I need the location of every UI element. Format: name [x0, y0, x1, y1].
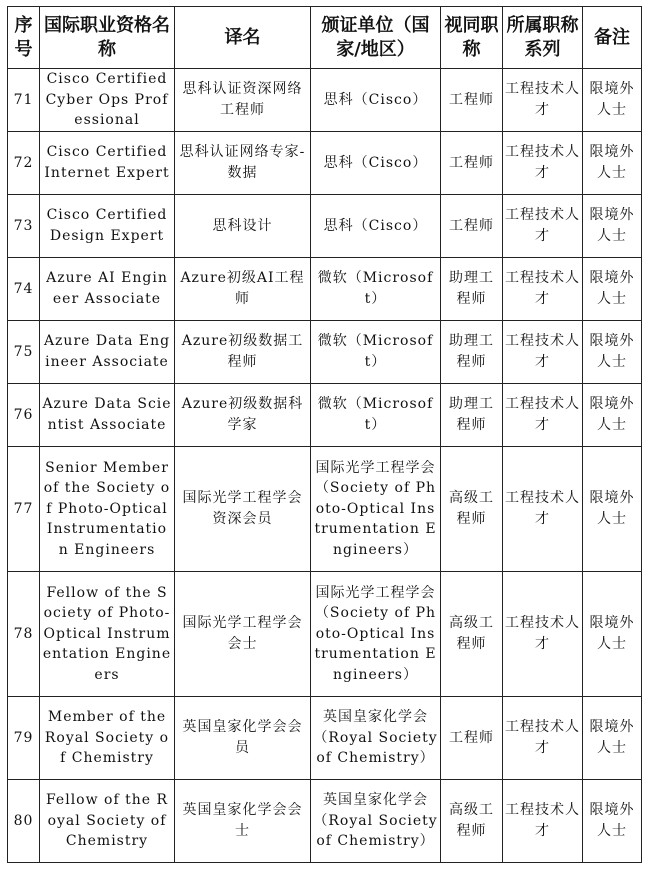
table-row — [8, 780, 642, 863]
cell-equivalent: 高级工程师 — [441, 572, 503, 697]
cell-translation: 英国皇家化学会会士 — [175, 780, 311, 863]
cell-name: Azure AI Engineer Associate — [40, 258, 175, 321]
table-row — [8, 321, 642, 384]
cell-series: 工程技术人才 — [503, 195, 583, 258]
cell-equivalent: 高级工程师 — [441, 780, 503, 863]
cell-issuer: 英国皇家化学会（Royal Society of Chemistry） — [311, 780, 441, 863]
cell-note: 限境外人士 — [583, 321, 642, 384]
cell-equivalent: 高级工程师 — [441, 447, 503, 572]
cell-series: 工程技术人才 — [503, 384, 583, 447]
table-row — [8, 195, 642, 258]
cell-translation: Azure初级数据工程师 — [175, 321, 311, 384]
table-row — [8, 572, 642, 697]
cell-issuer: 微软（Microsoft） — [311, 384, 441, 447]
table-row — [8, 132, 642, 195]
cell-note: 限境外人士 — [583, 195, 642, 258]
cell-translation: Azure初级数据科学家 — [175, 384, 311, 447]
cell-series: 工程技术人才 — [503, 447, 583, 572]
cell-issuer: 微软（Microsoft） — [311, 258, 441, 321]
cell-index: 71 — [8, 69, 40, 132]
cell-translation: 思科设计 — [175, 195, 311, 258]
cell-issuer: 国际光学工程学会（Society of Photo-Optical Instrumentation Engineers） — [311, 572, 441, 697]
header-name: 国际职业资格名称 — [40, 7, 175, 69]
cell-issuer: 英国皇家化学会（Royal Society of Chemistry） — [311, 697, 441, 780]
header-equivalent-title: 视同职称 — [441, 7, 503, 69]
cell-note: 限境外人士 — [583, 697, 642, 780]
cell-note: 限境外人士 — [583, 132, 642, 195]
cell-equivalent: 助理工程师 — [441, 258, 503, 321]
cell-equivalent: 工程师 — [441, 195, 503, 258]
header-index: 序号 — [8, 7, 40, 69]
cell-name: Senior Member of the Society of Photo-Optical Instrumentation Engineers — [40, 447, 175, 572]
table-row — [8, 447, 642, 572]
cell-note: 限境外人士 — [583, 572, 642, 697]
cell-translation: 国际光学工程学会会士 — [175, 572, 311, 697]
cell-series: 工程技术人才 — [503, 321, 583, 384]
cell-note: 限境外人士 — [583, 384, 642, 447]
header-note: 备注 — [583, 7, 642, 69]
header-translation: 译名 — [175, 7, 311, 69]
cell-equivalent: 工程师 — [441, 132, 503, 195]
cell-issuer: 思科（Cisco） — [311, 132, 441, 195]
table-row — [8, 69, 642, 132]
header-row — [8, 7, 642, 69]
certification-table — [7, 6, 642, 863]
cell-note: 限境外人士 — [583, 780, 642, 863]
cell-issuer: 微软（Microsoft） — [311, 321, 441, 384]
cell-index: 80 — [8, 780, 40, 863]
cell-name: Cisco Certified Cyber Ops Professional — [40, 69, 175, 132]
cell-note: 限境外人士 — [583, 69, 642, 132]
cell-translation: 思科认证网络专家-数据 — [175, 132, 311, 195]
table-row — [8, 384, 642, 447]
cell-series: 工程技术人才 — [503, 132, 583, 195]
cell-index: 77 — [8, 447, 40, 572]
cell-name: Fellow of the Society of Photo-Optical Instrumentation Engineers — [40, 572, 175, 697]
cell-series: 工程技术人才 — [503, 780, 583, 863]
cell-index: 74 — [8, 258, 40, 321]
cell-index: 79 — [8, 697, 40, 780]
table-row — [8, 697, 642, 780]
cell-series: 工程技术人才 — [503, 258, 583, 321]
cell-translation: Azure初级AI工程师 — [175, 258, 311, 321]
cell-name: Fellow of the Royal Society of Chemistry — [40, 780, 175, 863]
header-issuer: 颁证单位（国家/地区） — [311, 7, 441, 69]
cell-index: 72 — [8, 132, 40, 195]
cell-translation: 思科认证资深网络工程师 — [175, 69, 311, 132]
cell-equivalent: 工程师 — [441, 69, 503, 132]
header-title-series: 所属职称系列 — [503, 7, 583, 69]
cell-name: Cisco Certified Design Expert — [40, 195, 175, 258]
cell-name: Azure Data Scientist Associate — [40, 384, 175, 447]
cell-translation: 英国皇家化学会会员 — [175, 697, 311, 780]
cell-series: 工程技术人才 — [503, 697, 583, 780]
cell-translation: 国际光学工程学会资深会员 — [175, 447, 311, 572]
cell-index: 78 — [8, 572, 40, 697]
cell-issuer: 思科（Cisco） — [311, 195, 441, 258]
cell-series: 工程技术人才 — [503, 69, 583, 132]
cell-index: 75 — [8, 321, 40, 384]
cell-equivalent: 助理工程师 — [441, 384, 503, 447]
table-row — [8, 258, 642, 321]
cell-note: 限境外人士 — [583, 258, 642, 321]
cell-equivalent: 助理工程师 — [441, 321, 503, 384]
cell-name: Member of the Royal Society of Chemistry — [40, 697, 175, 780]
cell-name: Azure Data Engineer Associate — [40, 321, 175, 384]
cell-index: 76 — [8, 384, 40, 447]
cell-note: 限境外人士 — [583, 447, 642, 572]
cell-name: Cisco Certified Internet Expert — [40, 132, 175, 195]
cell-series: 工程技术人才 — [503, 572, 583, 697]
cell-index: 73 — [8, 195, 40, 258]
cell-equivalent: 工程师 — [441, 697, 503, 780]
cell-issuer: 思科（Cisco） — [311, 69, 441, 132]
cell-issuer: 国际光学工程学会（Society of Photo-Optical Instrumentation Engineers） — [311, 447, 441, 572]
